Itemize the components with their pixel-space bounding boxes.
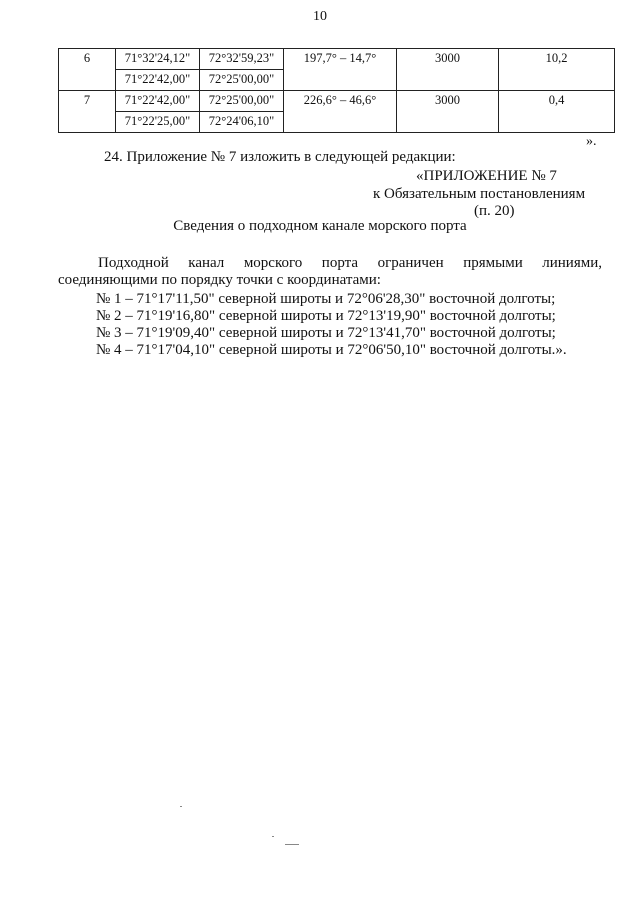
table-row	[59, 49, 615, 70]
appendix-reference: (п. 20)	[474, 203, 515, 219]
amendment-item-24: 24. Приложение № 7 изложить в следующей редакции:	[104, 149, 456, 165]
appendix-title: «ПРИЛОЖЕНИЕ № 7	[416, 168, 557, 184]
scan-artifact	[180, 806, 182, 807]
scan-artifact	[285, 844, 299, 845]
latitude-cell: 71°32'24,12"	[116, 49, 200, 70]
coordinate-point-3: № 3 – 71°19'09,40" северной широты и 72°13'41,70" восточной долготы;	[96, 325, 556, 341]
section-heading: Сведения о подходном канале морского порта	[173, 218, 467, 234]
longitude-cell: 72°24'06,10"	[200, 112, 284, 133]
width-cell: 0,4	[499, 91, 615, 133]
channel-paragraph	[58, 255, 602, 289]
row-number: 7	[59, 91, 116, 133]
latitude-cell: 71°22'42,00"	[116, 70, 200, 91]
paragraph-line-2: соединяющими по порядку точки с координатами:	[58, 272, 381, 288]
width-cell: 10,2	[499, 49, 615, 91]
length-cell: 3000	[397, 49, 499, 91]
longitude-cell: 72°25'00,00"	[200, 91, 284, 112]
angle-cell: 226,6° – 46,6°	[284, 91, 397, 133]
longitude-cell: 72°25'00,00"	[200, 70, 284, 91]
longitude-cell: 72°32'59,23"	[200, 49, 284, 70]
coordinate-point-4: № 4 – 71°17'04,10" северной широты и 72°06'50,10" восточной долготы.».	[96, 342, 567, 358]
coordinates-table	[58, 48, 615, 133]
latitude-cell: 71°22'25,00"	[116, 112, 200, 133]
paragraph-line-1: Подходной канал морского порта ограничен прямыми линиями,	[98, 255, 602, 271]
coordinate-point-1: № 1 – 71°17'11,50" северной широты и 72°06'28,30" восточной долготы;	[96, 291, 556, 307]
table-row	[59, 91, 615, 112]
latitude-cell: 71°22'42,00"	[116, 91, 200, 112]
length-cell: 3000	[397, 91, 499, 133]
angle-cell: 197,7° – 14,7°	[284, 49, 397, 91]
scan-artifact	[272, 836, 274, 837]
page-number: 10	[313, 9, 327, 24]
closing-quote: ».	[586, 134, 597, 149]
row-number: 6	[59, 49, 116, 91]
coordinate-point-2: № 2 – 71°19'16,80" северной широты и 72°13'19,90" восточной долготы;	[96, 308, 556, 324]
appendix-subtitle: к Обязательным постановлениям	[373, 186, 586, 202]
